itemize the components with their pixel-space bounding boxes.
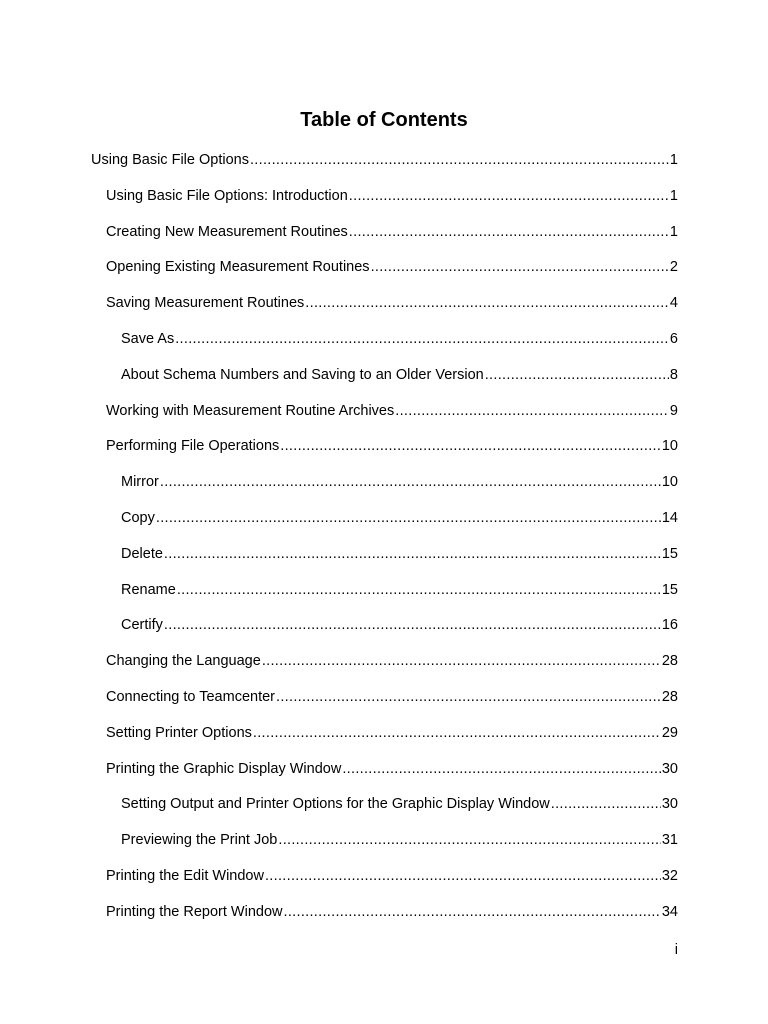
dot-leader xyxy=(485,365,669,385)
toc-entry[interactable] xyxy=(106,293,678,313)
dot-leader xyxy=(175,329,669,349)
toc-entry[interactable] xyxy=(121,794,678,814)
toc-entry-page: 16 xyxy=(661,617,678,633)
dot-leader xyxy=(250,150,669,170)
toc-entry[interactable] xyxy=(106,186,678,206)
dot-leader xyxy=(349,222,669,242)
toc-entry-page: 15 xyxy=(661,582,678,598)
dot-leader xyxy=(342,759,661,779)
toc-entry-page: 4 xyxy=(669,295,678,311)
toc-entry[interactable] xyxy=(106,257,678,277)
toc-entry[interactable] xyxy=(106,866,678,886)
dot-leader xyxy=(349,186,669,206)
toc-entry-page: 28 xyxy=(661,653,678,669)
toc-entry-label: Creating New Measurement Routines xyxy=(106,224,348,240)
toc-entry-page: 10 xyxy=(661,438,678,454)
toc-entry-label: About Schema Numbers and Saving to an Older Version xyxy=(121,367,484,383)
toc-entry-page: 2 xyxy=(669,259,678,275)
dot-leader xyxy=(305,293,669,313)
toc-entry-page: 28 xyxy=(661,689,678,705)
dot-leader xyxy=(278,830,661,850)
toc-entry-label: Save As xyxy=(121,331,175,347)
dot-leader xyxy=(395,401,669,421)
toc-entry-label: Delete xyxy=(121,546,163,562)
toc-entry-label: Performing File Operations xyxy=(106,438,280,454)
toc-entry-page: 6 xyxy=(669,331,678,347)
toc-entry-label: Changing the Language xyxy=(106,653,261,669)
toc-entry-page: 32 xyxy=(661,868,678,884)
toc-entry[interactable] xyxy=(106,723,678,743)
toc-entry-label: Saving Measurement Routines xyxy=(106,295,305,311)
toc-entry-label: Printing the Report Window xyxy=(106,904,283,920)
dot-leader xyxy=(177,580,661,600)
toc-entry-page: 1 xyxy=(669,224,678,240)
toc-entry-page: 8 xyxy=(669,367,678,383)
toc-entry[interactable] xyxy=(121,544,678,564)
page-title: Table of Contents xyxy=(300,109,468,131)
toc-entry[interactable] xyxy=(121,365,678,385)
toc-entry[interactable] xyxy=(121,508,678,528)
toc-entry-label: Using Basic File Options xyxy=(91,152,249,168)
toc-entry[interactable] xyxy=(106,651,678,671)
dot-leader xyxy=(284,902,661,922)
toc-entry-page: 1 xyxy=(669,152,678,168)
toc-entry-label: Using Basic File Options: Introduction xyxy=(106,188,348,204)
toc-entry-label: Setting Printer Options xyxy=(106,725,252,741)
toc-entry-label: Rename xyxy=(121,582,176,598)
page-number: i xyxy=(674,942,678,958)
dot-leader xyxy=(276,687,661,707)
dot-leader xyxy=(164,615,661,635)
toc-entry-page: 15 xyxy=(661,546,678,562)
toc-entry-page: 29 xyxy=(661,725,678,741)
toc-entry[interactable] xyxy=(121,830,678,850)
toc-entry-page: 30 xyxy=(661,796,678,812)
toc-entry[interactable] xyxy=(106,759,678,779)
toc-entry[interactable] xyxy=(106,436,678,456)
dot-leader xyxy=(280,436,661,456)
toc-entry-label: Printing the Edit Window xyxy=(106,868,264,884)
toc-entry-label: Opening Existing Measurement Routines xyxy=(106,259,370,275)
dot-leader xyxy=(262,651,661,671)
dot-leader xyxy=(156,508,661,528)
dot-leader xyxy=(551,794,661,814)
dot-leader xyxy=(253,723,661,743)
toc-entry-page: 10 xyxy=(661,474,678,490)
toc-entry[interactable] xyxy=(106,902,678,922)
toc-entry[interactable] xyxy=(106,687,678,707)
toc-entry-label: Printing the Graphic Display Window xyxy=(106,761,342,777)
toc-entry[interactable] xyxy=(91,150,678,170)
toc-entry-page: 14 xyxy=(661,510,678,526)
toc-entry[interactable] xyxy=(121,615,678,635)
toc-entry-page: 1 xyxy=(669,188,678,204)
toc-entry[interactable] xyxy=(121,580,678,600)
toc-entry-label: Previewing the Print Job xyxy=(121,832,278,848)
toc-entry-label: Mirror xyxy=(121,474,159,490)
toc-entry[interactable] xyxy=(121,329,678,349)
toc-entry[interactable] xyxy=(121,472,678,492)
toc-entry[interactable] xyxy=(106,401,678,421)
toc-entry-label: Connecting to Teamcenter xyxy=(106,689,276,705)
toc-entry-page: 9 xyxy=(669,403,678,419)
toc-entry[interactable] xyxy=(106,222,678,242)
toc-entry-label: Certify xyxy=(121,617,163,633)
toc-entry-page: 34 xyxy=(661,904,678,920)
toc-entry-page: 30 xyxy=(661,761,678,777)
toc-entry-label: Setting Output and Printer Options for the Graphic Display Window xyxy=(121,796,550,812)
toc-entry-label: Working with Measurement Routine Archives xyxy=(106,403,395,419)
toc-entry-page: 31 xyxy=(661,832,678,848)
dot-leader xyxy=(371,257,669,277)
dot-leader xyxy=(164,544,661,564)
toc-entry-label: Copy xyxy=(121,510,155,526)
dot-leader xyxy=(265,866,661,886)
dot-leader xyxy=(160,472,661,492)
